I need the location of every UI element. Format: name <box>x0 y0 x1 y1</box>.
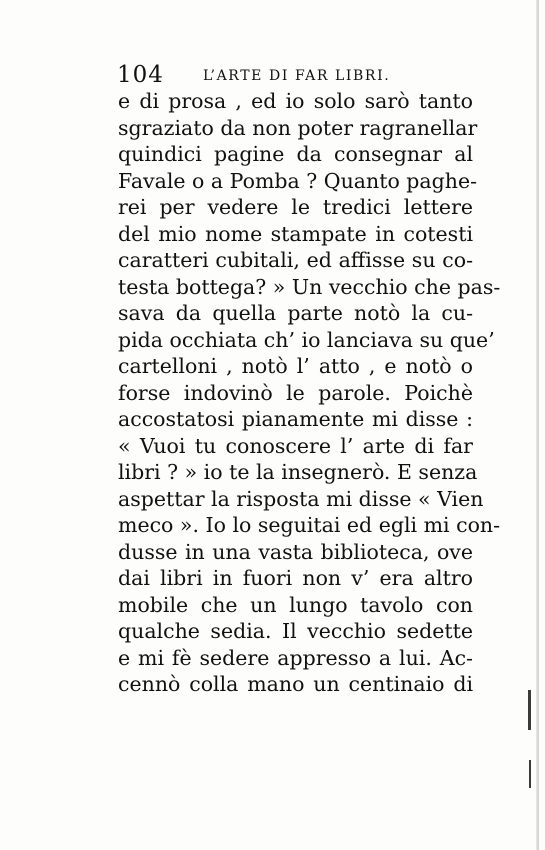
page-header <box>117 62 437 88</box>
text-line: sgraziato da non poter ragranellar <box>118 115 478 140</box>
scan-edge <box>536 0 539 850</box>
text-line: e mi fè sedere appresso a lui. Ac- <box>118 645 473 670</box>
body-text <box>118 88 501 698</box>
text-line: testa bottega? » Un vecchio che pas- <box>118 274 501 299</box>
text-line: quindici pagine da consegnar al <box>118 142 473 166</box>
text-line: meco ». Io lo seguitai ed egli mi con- <box>118 513 501 537</box>
text-line: « Vuoi tu conoscere l’ arte di far <box>118 433 473 458</box>
text-line: cartelloni , notò l’ atto , e notò o <box>118 354 473 378</box>
text-line: cennò colla mano un centinaio di <box>118 672 473 696</box>
scan-mark <box>528 690 531 730</box>
page-number: 104 <box>117 62 164 88</box>
text-line: accostatosi pianamente mi disse : <box>118 407 473 431</box>
text-line: pida occhiata ch’ io lanciava su que’ <box>118 327 495 352</box>
text-line: rei per vedere le tredici lettere <box>118 195 473 219</box>
text-line: sava da quella parte notò la cu- <box>118 301 473 325</box>
text-line: e di prosa , ed io solo sarò tanto <box>118 89 473 113</box>
text-line: libri ? » io te la insegnerò. E senza <box>118 460 478 484</box>
text-line: Favale o a Pomba ? Quanto paghe- <box>118 168 478 193</box>
text-line: dusse in una vasta biblioteca, ove <box>118 539 473 564</box>
text-line: mobile che un lungo tavolo con <box>118 592 473 617</box>
text-line: qualche sedia. Il vecchio sedette <box>118 619 473 643</box>
text-line: aspettar la risposta mi disse « Vien <box>118 486 484 511</box>
text-line: forse indovinò le parole. Poichè <box>118 380 473 405</box>
text-line: caratteri cubitali, ed affisse su co- <box>118 248 473 272</box>
scan-mark <box>529 760 531 788</box>
text-line: del mio nome stampate in cotesti <box>118 221 473 246</box>
text-line: dai libri in fuori non v’ era altro <box>118 566 473 590</box>
running-head: L’ARTE DI FAR LIBRI. <box>203 68 391 84</box>
